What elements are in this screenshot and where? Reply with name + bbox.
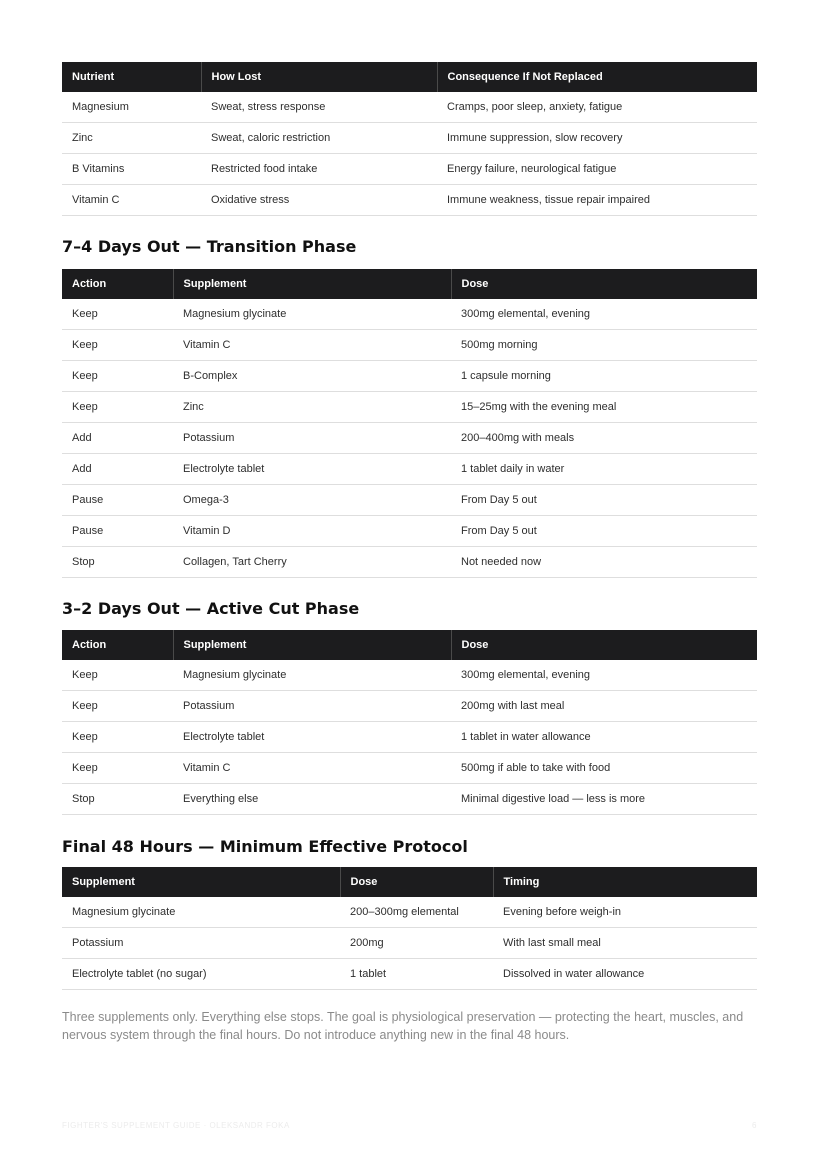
supplement-cell: Collagen, Tart Cherry xyxy=(173,547,451,578)
section-heading-active-cut-phase: 3–2 Days Out — Active Cut Phase xyxy=(62,599,360,618)
how-lost-cell: Oxidative stress xyxy=(201,185,437,216)
column-header-dose: Dose xyxy=(340,867,493,897)
nutrient-cell: Magnesium xyxy=(62,92,201,123)
supplement-cell: Magnesium glycinate xyxy=(62,897,340,928)
nutrient-cell: Vitamin C xyxy=(62,185,201,216)
timing-cell: With last small meal xyxy=(493,928,757,959)
dose-cell: 200mg xyxy=(340,928,493,959)
table-row xyxy=(62,485,757,516)
dose-cell: 500mg morning xyxy=(451,330,757,361)
timing-cell: Dissolved in water allowance xyxy=(493,959,757,990)
table-row xyxy=(62,660,757,691)
column-header-action: Action xyxy=(62,269,173,299)
action-cell: Keep xyxy=(62,392,173,423)
table-row xyxy=(62,897,757,928)
supplement-cell: Potassium xyxy=(173,691,451,722)
column-header-dose: Dose xyxy=(451,630,757,660)
table-row xyxy=(62,423,757,454)
supplement-cell: Everything else xyxy=(173,784,451,815)
footer-title: FIGHTER'S SUPPLEMENT GUIDE · OLEKSANDR FOKA xyxy=(62,1121,290,1130)
consequence-cell: Energy failure, neurological fatigue xyxy=(437,154,757,185)
supplement-cell: Electrolyte tablet xyxy=(173,454,451,485)
nutrient-cell: B Vitamins xyxy=(62,154,201,185)
column-header-supplement: Supplement xyxy=(173,630,451,660)
table-row xyxy=(62,516,757,547)
column-header-action: Action xyxy=(62,630,173,660)
dose-cell: 300mg elemental, evening xyxy=(451,299,757,330)
page-footer xyxy=(62,1121,757,1130)
supplement-cell: Potassium xyxy=(173,423,451,454)
how-lost-cell: Restricted food intake xyxy=(201,154,437,185)
supplement-cell: Zinc xyxy=(173,392,451,423)
column-header-dose: Dose xyxy=(451,269,757,299)
dose-cell: 15–25mg with the evening meal xyxy=(451,392,757,423)
table-row xyxy=(62,92,757,123)
how-lost-cell: Sweat, stress response xyxy=(201,92,437,123)
dose-cell: Not needed now xyxy=(451,547,757,578)
page-number: 6 xyxy=(752,1121,757,1130)
table-row xyxy=(62,691,757,722)
consequence-cell: Cramps, poor sleep, anxiety, fatigue xyxy=(437,92,757,123)
supplement-cell: Electrolyte tablet (no sugar) xyxy=(62,959,340,990)
table-header-row xyxy=(62,630,757,660)
table-row xyxy=(62,123,757,154)
timing-cell: Evening before weigh-in xyxy=(493,897,757,928)
supplement-cell: B-Complex xyxy=(173,361,451,392)
action-cell: Keep xyxy=(62,660,173,691)
table-header-row xyxy=(62,62,757,92)
action-cell: Stop xyxy=(62,547,173,578)
how-lost-cell: Sweat, caloric restriction xyxy=(201,123,437,154)
dose-cell: From Day 5 out xyxy=(451,485,757,516)
supplement-cell: Vitamin D xyxy=(173,516,451,547)
action-cell: Keep xyxy=(62,299,173,330)
column-header-consequence: Consequence If Not Replaced xyxy=(437,62,757,92)
nutrient-cell: Zinc xyxy=(62,123,201,154)
table-row xyxy=(62,959,757,990)
table-row xyxy=(62,299,757,330)
dose-cell: 1 capsule morning xyxy=(451,361,757,392)
action-cell: Keep xyxy=(62,361,173,392)
table-row xyxy=(62,722,757,753)
page-content xyxy=(62,62,757,1057)
dose-cell: 500mg if able to take with food xyxy=(451,753,757,784)
column-header-supplement: Supplement xyxy=(173,269,451,299)
section-heading-final-48-hours: Final 48 Hours — Minimum Effective Protocol xyxy=(62,837,468,856)
table-row xyxy=(62,547,757,578)
supplement-cell: Magnesium glycinate xyxy=(173,660,451,691)
action-cell: Keep xyxy=(62,330,173,361)
dose-cell: 200–300mg elemental xyxy=(340,897,493,928)
dose-cell: 1 tablet in water allowance xyxy=(451,722,757,753)
dose-cell: 200mg with last meal xyxy=(451,691,757,722)
action-cell: Keep xyxy=(62,722,173,753)
action-cell: Keep xyxy=(62,691,173,722)
final-48-hours-table xyxy=(62,867,757,990)
action-cell: Pause xyxy=(62,516,173,547)
table-row xyxy=(62,154,757,185)
action-cell: Add xyxy=(62,454,173,485)
column-header-nutrient: Nutrient xyxy=(62,62,201,92)
dose-cell: 1 tablet xyxy=(340,959,493,990)
table-row xyxy=(62,928,757,959)
column-header-timing: Timing xyxy=(493,867,757,897)
table-header-row xyxy=(62,867,757,897)
action-cell: Add xyxy=(62,423,173,454)
dose-cell: Minimal digestive load — less is more xyxy=(451,784,757,815)
table-row xyxy=(62,361,757,392)
table-row xyxy=(62,784,757,815)
protocol-note: Three supplements only. Everything else stops. The goal is physiological preservation — protecting the heart, muscles, and nervous system through the final hours. Do not introduce anything new in the final 48 hours. xyxy=(62,1010,744,1042)
column-header-how-lost: How Lost xyxy=(201,62,437,92)
transition-phase-table xyxy=(62,269,757,578)
consequence-cell: Immune weakness, tissue repair impaired xyxy=(437,185,757,216)
table-row xyxy=(62,330,757,361)
supplement-cell: Vitamin C xyxy=(173,753,451,784)
active-cut-phase-table xyxy=(62,630,757,815)
column-header-supplement: Supplement xyxy=(62,867,340,897)
table-row xyxy=(62,454,757,485)
table-header-row xyxy=(62,269,757,299)
supplement-cell: Vitamin C xyxy=(173,330,451,361)
dose-cell: 300mg elemental, evening xyxy=(451,660,757,691)
nutrient-loss-table xyxy=(62,62,757,216)
action-cell: Stop xyxy=(62,784,173,815)
supplement-cell: Omega-3 xyxy=(173,485,451,516)
dose-cell: From Day 5 out xyxy=(451,516,757,547)
action-cell: Keep xyxy=(62,753,173,784)
supplement-cell: Potassium xyxy=(62,928,340,959)
action-cell: Pause xyxy=(62,485,173,516)
table-row xyxy=(62,753,757,784)
table-row xyxy=(62,185,757,216)
dose-cell: 200–400mg with meals xyxy=(451,423,757,454)
section-heading-transition-phase: 7–4 Days Out — Transition Phase xyxy=(62,237,357,256)
supplement-cell: Magnesium glycinate xyxy=(173,299,451,330)
table-row xyxy=(62,392,757,423)
dose-cell: 1 tablet daily in water xyxy=(451,454,757,485)
consequence-cell: Immune suppression, slow recovery xyxy=(437,123,757,154)
supplement-cell: Electrolyte tablet xyxy=(173,722,451,753)
